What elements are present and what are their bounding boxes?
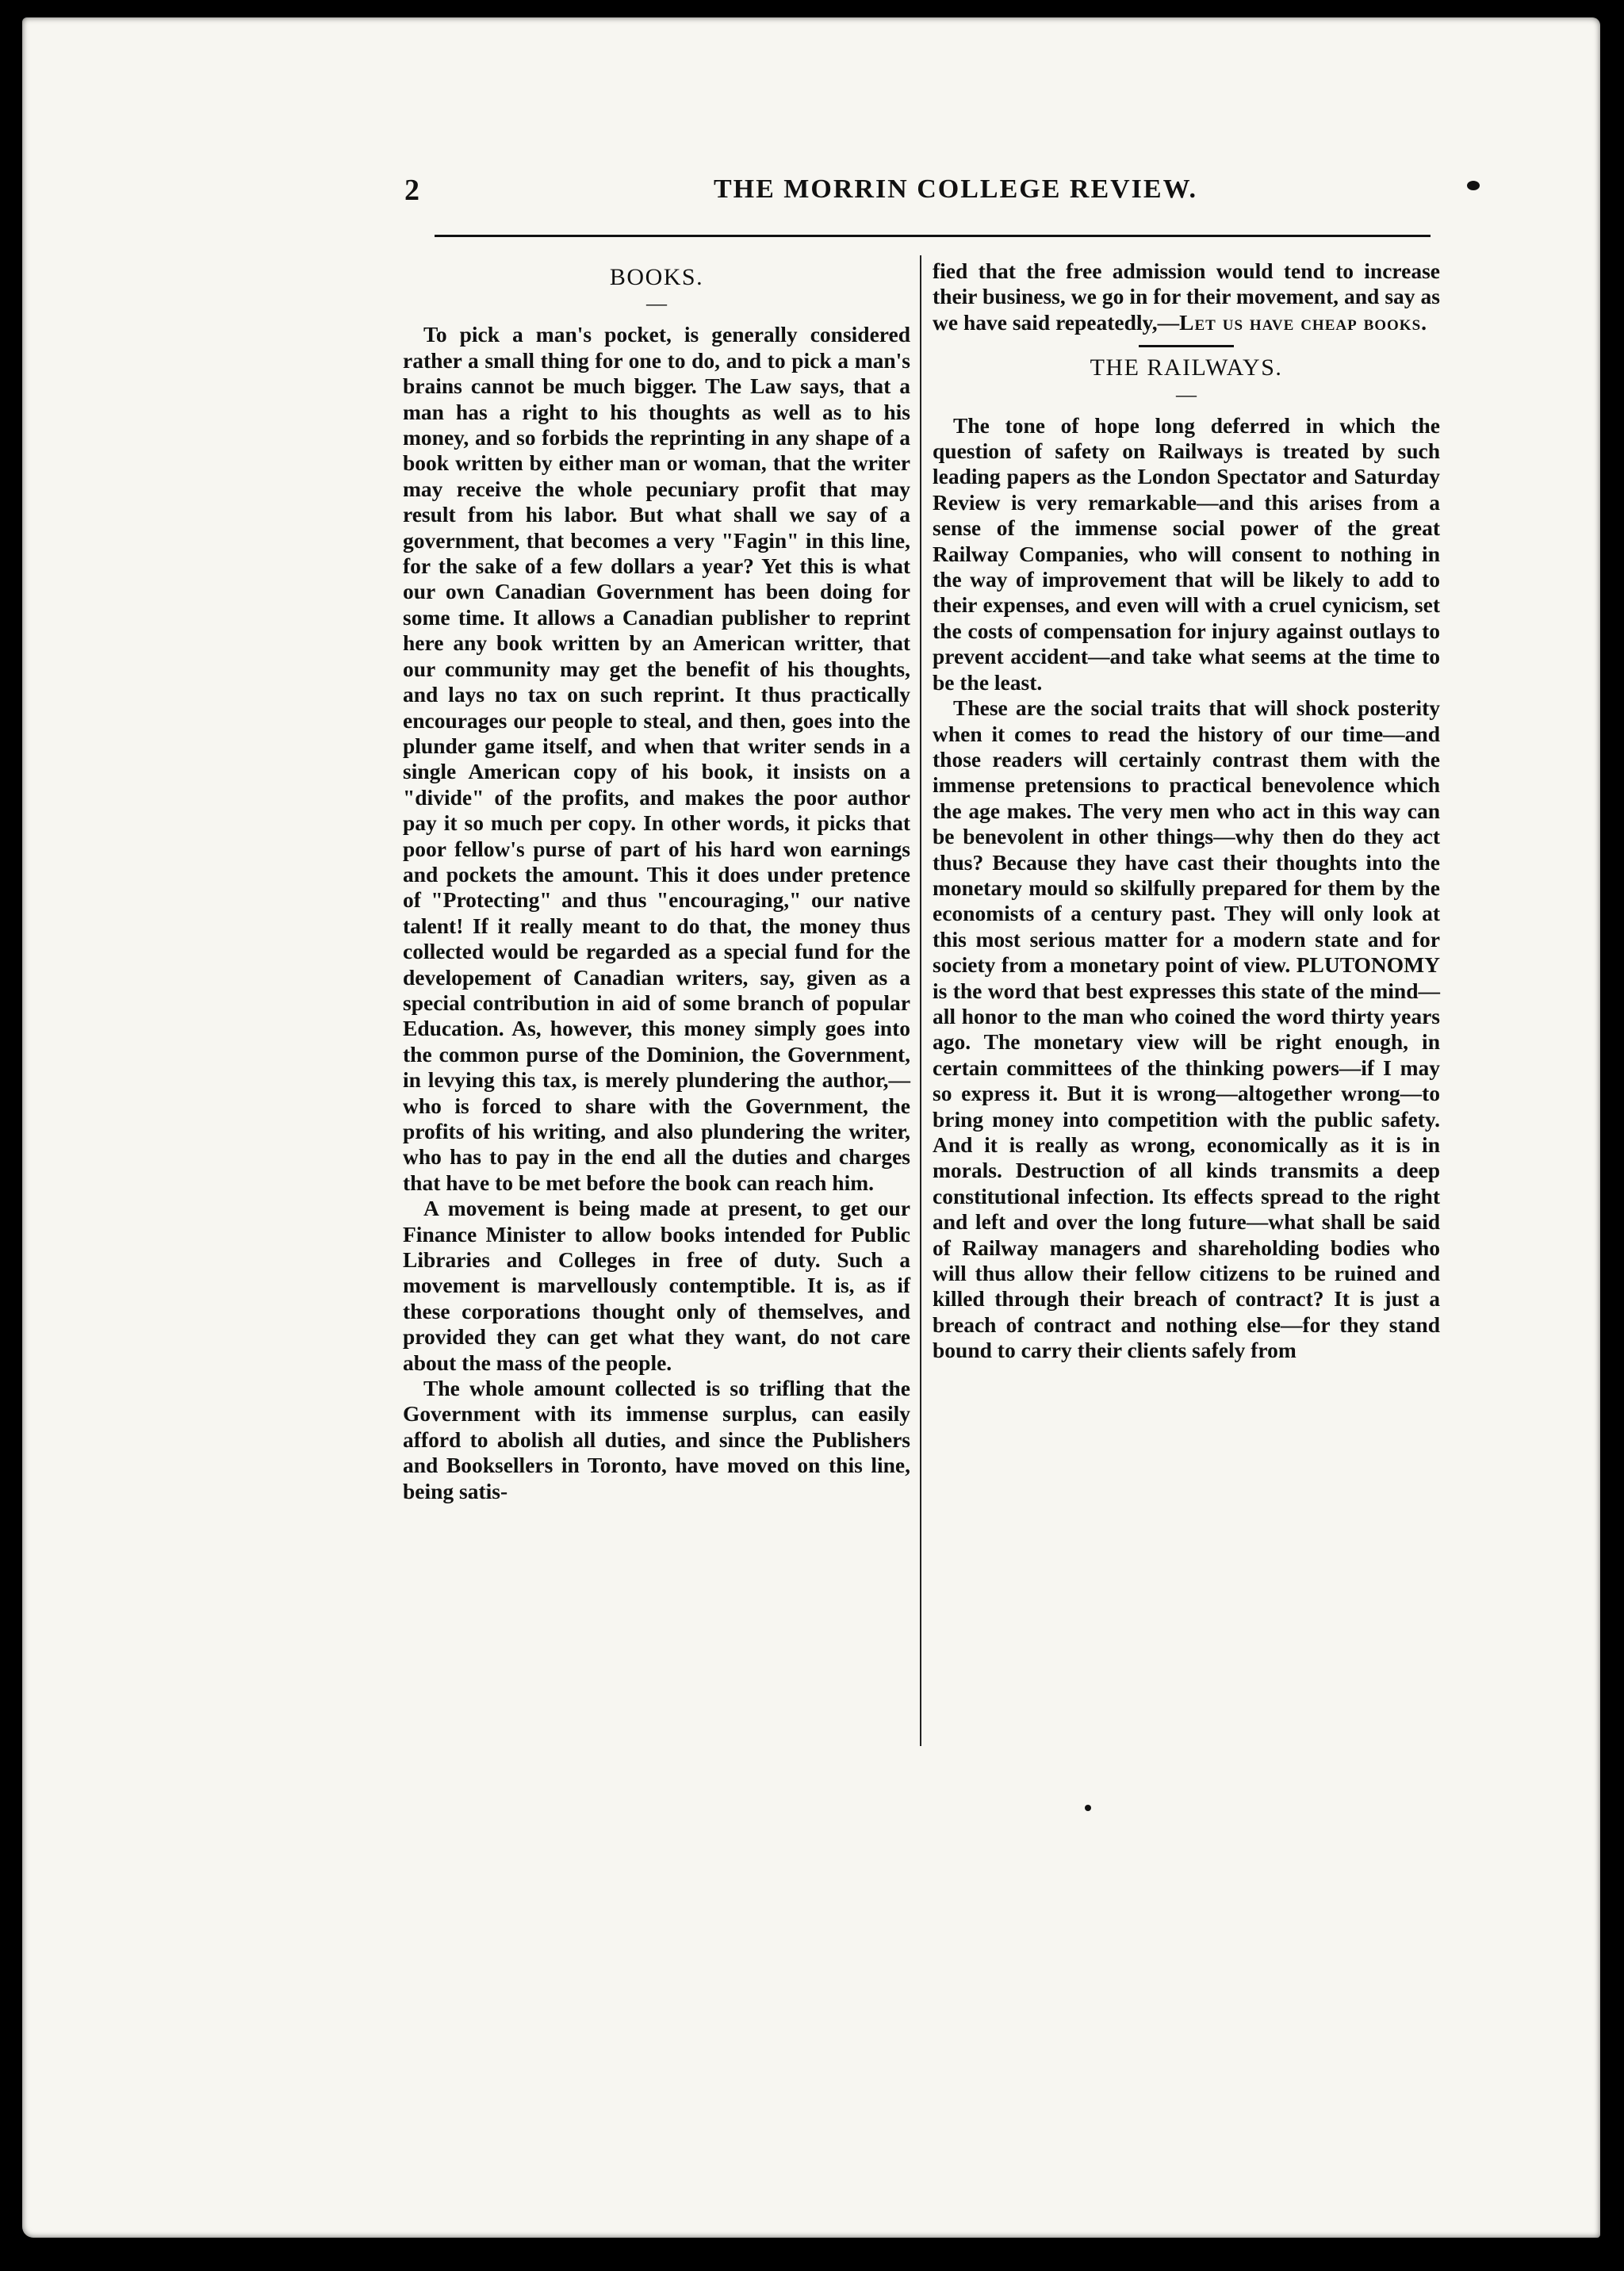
section-divider: [1139, 345, 1234, 347]
books-paragraph-3: The whole amount collected is so trifling that the Government with its immense surplus, can easily afford to abolish all duties, and since the Publishers and Booksellers in Toronto, have moved on this line, being satis-: [403, 1376, 910, 1503]
books-closing: Let us have cheap books.: [1179, 309, 1428, 335]
books-dash: —: [646, 292, 667, 316]
railways-paragraph-2: These are the social traits that will shock posterity when it comes to read the history of our time—and those readers will certainly contrast them with the immense pretensions to practical benevolence which the age makes. The very men who act in this way can be benevolent in other things—why then do they act thus? Because they have cast their thoughts into the monetary mould so skilfully prepared for them by the economists of a century past. They will only look at this most serious matter for a modern state and for society from a monetary point of view. PLUTONOMY is the word that best expresses this state of the mind—all honor to the man who coined the word thirty years ago. The monetary view will be right enough, in certain committees of the thinking powers—if I may so express it. But it is wrong—altogether wrong—to bring money into competition with the public safety. And it is really as wrong, economically as it is in morals. Destruction of all kinds transmits a deep constitutional infection. Its effects spread to the right and left and over the long future—what shall be said of Railway managers and shareholding bodies who will thus allow their fellow citizens to be ruined and killed through their breach of contract? It is just a breach of contract and nothing else—for they stand bound to carry their clients safely from: [933, 695, 1440, 1363]
page-number: 2: [404, 174, 419, 207]
books-paragraph-2: A movement is being made at present, to get our Finance Minister to allow books intended for Public Libraries and Colleges in free of duty. Such a movement is marvellously contemptible. It is, as if these corporations thought only of themselves, and provided they can get what they want, do not care about the mass of the people.: [403, 1196, 910, 1375]
books-paragraph-1: To pick a man's pocket, is generally considered rather a small thing for one to do, and to pick a man's brains cannot be much bigger. The Law says, that a man has a right to his thoughts as well as to his money, and so forbids the reprinting in any shape of a book written by either man or woman, that the writer may receive the whole pecuniary profit that may result from his labor. But what shall we say of a government, that becomes a very "Fagin" in this line, for the sake of a few dollars a year? Yet this is what our own Canadian Government has been doing for some time. It allows a Canadian publisher to reprint here any book written by an American writter, that our community may get the benefit of his thoughts, and lays no tax on such reprint. It thus practically encourages our people to steal, and then, goes into the plunder game itself, and when that writer sends in a single American copy of his book, it insists on a "divide" of the profits, and makes the poor author pay it so much per copy. In other words, it picks that poor fellow's purse of part of his hard won earnings and pockets the amount. This it does under pretence of "Protecting" and thus "encouraging," our native talent! If it really meant to do that, the money thus collected would be regarded as a special fund for the developement of Canadian writers, say, given as a special contribution in aid of some branch of popular Education. As, however, this money simply goes into the common purse of the Dominion, the Government, in levying this tax, is merely plundering the author,—who is forced to share with the Government, the profits of his writing, and also plundering the writer, who has to pay in the end all the duties and charges that have to be met before the book can reach him.: [403, 322, 910, 1195]
left-column: [403, 259, 910, 1504]
column-rule: [920, 255, 921, 1746]
running-head: THE MORRIN COLLEGE REVIEW.: [714, 174, 1197, 204]
books-continued: [933, 259, 1440, 335]
books-heading: BOOKS.: [609, 264, 704, 290]
page-header: [404, 173, 1435, 220]
railways-dash: —: [1176, 382, 1197, 406]
ink-speck: [1467, 181, 1480, 190]
railways-paragraph-1: The tone of hope long deferred in which the question of safety on Railways is treated by such leading papers as the London Spectator and Saturday Review is very remarkable—and this arises from a sense of the immense social power of the great Railway Companies, who will consent to nothing in the way of improvement that will be likely to add to their expenses, and even will with a cruel cynicism, set the costs of compensation for injury against outlays to prevent accident—and take what seems at the time to be the least.: [933, 412, 1440, 695]
railways-heading: THE RAILWAYS.: [1090, 354, 1283, 381]
books-continued-text: fied that the free admission would tend to increase their business, we go in for their movement, and say as we have said repeatedly,—: [933, 259, 1440, 335]
right-column: [933, 259, 1440, 1364]
header-rule: [435, 235, 1431, 237]
ink-speck: [1085, 1805, 1091, 1811]
